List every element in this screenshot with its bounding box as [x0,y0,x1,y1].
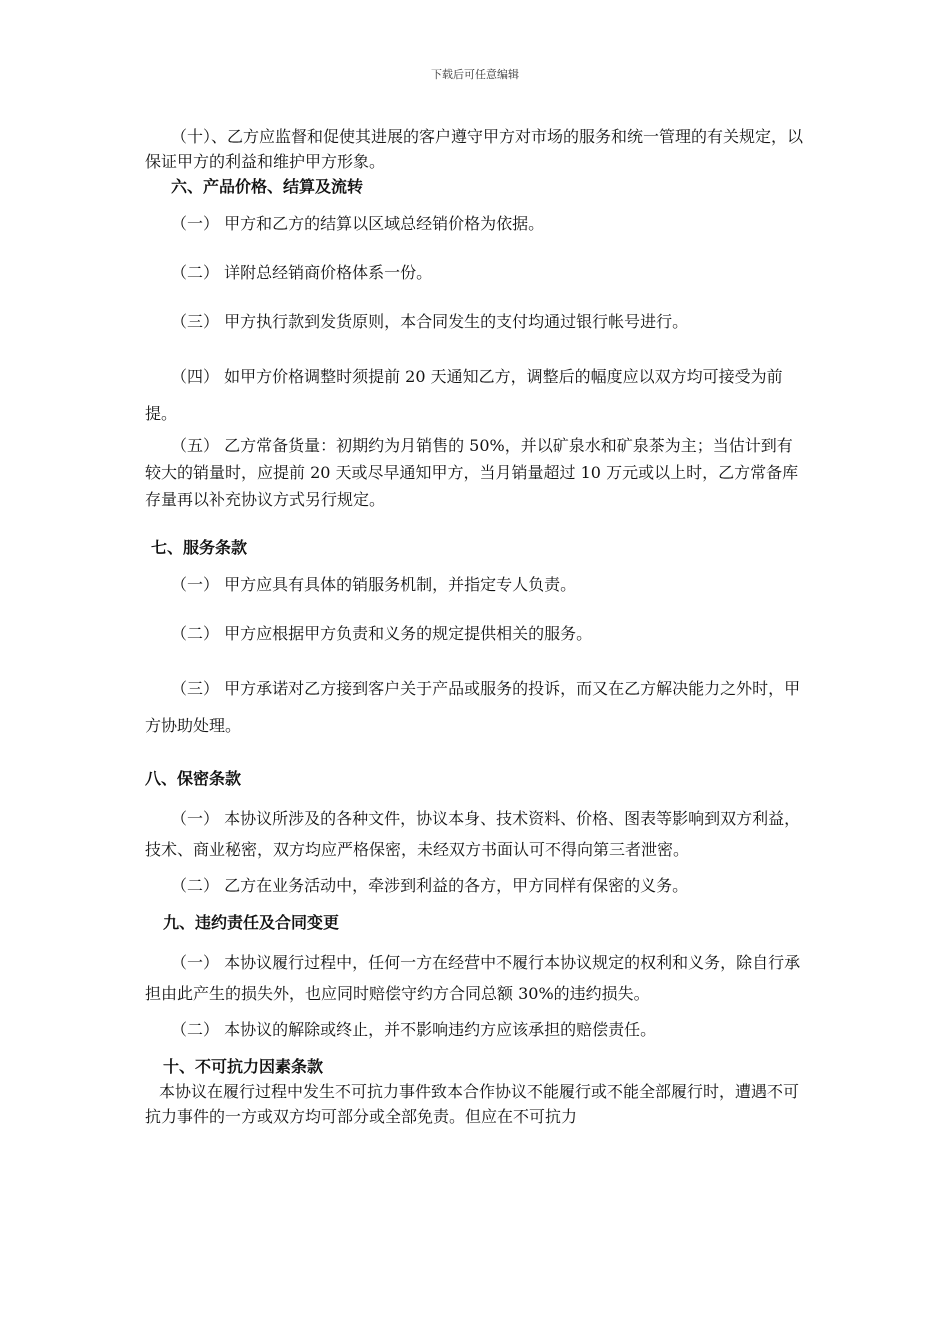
section-6-item-3: （三） 甲方执行款到发货原则，本合同发生的支付均通过银行帐号进行。 [171,312,689,331]
section-6-item-5: （五） 乙方常备货量：初期约为月销售的 50%，并以矿泉水和矿泉茶为主；当估计到有较大的销量时，应提前 20 天或尽早通知甲方，当月销量超过 10 万元或以上时，乙方常备库存量再以补充协议方式另行规定。 [145,436,799,509]
page-header-note: 下载后可任意编辑 [431,68,519,81]
section-9-item-2: （二） 本协议的解除或终止，并不影响违约方应该承担的赔偿责任。 [171,1020,657,1039]
section-7-item-3: （三） 甲方承诺对乙方接到客户关于产品或服务的投诉，而又在乙方解决能力之外时，甲方协助处理。 [145,679,801,735]
section-9-heading: 九、违约责任及合同变更 [163,913,340,932]
section-8-item-1: （一） 本协议所涉及的各种文件，协议本身、技术资料、价格、图表等影响到双方利益，技术、商业秘密，双方均应严格保密，未经双方书面认可不得向第三者泄密。 [145,809,801,859]
section-6-item-4: （四） 如甲方价格调整时须提前 20 天通知乙方，调整后的幅度应以双方均可接受为前提。 [145,367,783,423]
clause-10-paragraph: （十）、乙方应监督和促使其进展的客户遵守甲方对市场的服务和统一管理的有关规定，以保证甲方的利益和维护甲方形象。 [145,127,804,171]
section-10-heading: 十、不可抗力因素条款 [163,1057,324,1076]
section-7-heading: 七、服务条款 [151,538,248,557]
section-6-heading: 六、产品价格、结算及流转 [171,177,364,196]
section-10-paragraph: 本协议在履行过程中发生不可抗力事件致本合作协议不能履行或不能全部履行时，遭遇不可抗力事件的一方或双方均可部分或全部免责。但应在不可抗力 [145,1082,800,1126]
section-7-item-1: （一） 甲方应具有具体的销服务机制，并指定专人负责。 [171,575,577,594]
section-9-item-1: （一） 本协议履行过程中，任何一方在经营中不履行本协议规定的权利和义务，除自行承担由此产生的损失外，也应同时赔偿守约方合同总额 30%的违约损失。 [145,953,801,1003]
document-body [145,124,805,1129]
section-6-item-1: （一） 甲方和乙方的结算以区域总经销价格为依据。 [171,214,545,233]
section-8-item-2: （二） 乙方在业务活动中，牵涉到利益的各方，甲方同样有保密的义务。 [171,876,689,895]
section-7-item-2: （二） 甲方应根据甲方负责和义务的规定提供相关的服务。 [171,624,593,643]
section-8-heading: 八、保密条款 [145,769,242,788]
section-6-item-2: （二） 详附总经销商价格体系一份。 [171,263,433,282]
